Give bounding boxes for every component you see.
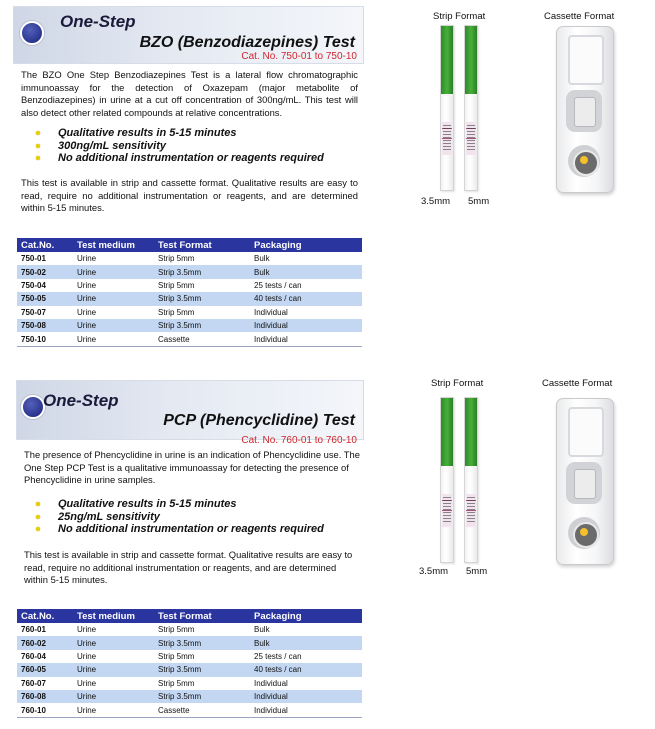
table-row — [17, 306, 362, 319]
yellow-dot-icon — [36, 515, 40, 519]
strip-size-label: 3.5mm — [421, 196, 451, 207]
cell-medium: Urine — [73, 663, 154, 676]
cell-catno: 750-01 — [17, 252, 73, 265]
feature-item: 25ng/mL sensitivity — [34, 511, 324, 524]
cell-packaging: 25 tests / can — [250, 650, 362, 663]
cell-packaging: 40 tests / can — [250, 292, 362, 305]
blue-bullet-icon — [21, 395, 45, 419]
strip-format-label: Strip Format — [431, 378, 484, 389]
yellow-dot-icon — [36, 156, 40, 160]
strip-format-label: Strip Format — [433, 11, 486, 22]
cell-packaging: Individual — [250, 306, 362, 319]
cell-catno: 750-08 — [17, 319, 73, 332]
catalog-range: Cat. No. 760-01 to 760-10 — [241, 435, 357, 446]
table-row — [17, 623, 362, 636]
availability-paragraph: This test is available in strip and cassette format. Qualitative results are easy to read, require no additional instrumentation or reagents, and are determined within 5-15 minutes. — [21, 177, 358, 213]
col-header-format: Test Format — [154, 609, 250, 623]
cell-format: Strip 3.5mm — [154, 265, 250, 278]
col-header-format: Test Format — [154, 238, 250, 252]
test-title: PCP (Phencyclidine) Test — [163, 412, 355, 429]
cell-format: Strip 3.5mm — [154, 319, 250, 332]
test-title: BZO (Benzodiazepines) Test — [139, 34, 355, 51]
feature-list — [34, 498, 324, 536]
cell-medium: Urine — [73, 677, 154, 690]
catalog-range: Cat. No. 750-01 to 750-10 — [241, 51, 357, 62]
cell-catno: 760-02 — [17, 636, 73, 649]
cell-format: Strip 5mm — [154, 252, 250, 265]
strip-size-label: 5mm — [468, 196, 490, 207]
cell-catno: 750-02 — [17, 265, 73, 278]
yellow-dot-icon — [36, 502, 40, 506]
table-row — [17, 703, 362, 717]
strip-image-3-5mm — [440, 25, 454, 191]
cell-packaging: Individual — [250, 690, 362, 703]
cell-catno: 760-07 — [17, 677, 73, 690]
cassette-image — [556, 26, 614, 193]
yellow-dot-icon — [36, 527, 40, 531]
feature-item: No additional instrumentation or reagents required — [34, 152, 324, 165]
yellow-dot-icon — [36, 144, 40, 148]
cell-format: Strip 3.5mm — [154, 292, 250, 305]
intro-paragraph: The presence of Phencyclidine in urine is an indication of Phencyclidine use. The One Step PCP Test is a qualitative immunoassay for detecting the presence of Phencyclidine in urine samples. — [24, 449, 360, 485]
table-row — [17, 265, 362, 278]
cell-format: Cassette — [154, 703, 250, 717]
yellow-dot-icon — [36, 131, 40, 135]
cell-catno: 760-04 — [17, 650, 73, 663]
cell-packaging: Individual — [250, 332, 362, 346]
col-header-packaging: Packaging — [250, 609, 362, 623]
availability-paragraph: This test is available in strip and cassette format. Qualitative results are easy to read, require no additional instrumentation or reagents, and are determined within 5-15 minutes. — [24, 549, 353, 585]
strip-image-3-5mm — [440, 397, 454, 563]
cell-medium: Urine — [73, 279, 154, 292]
cell-catno: 750-07 — [17, 306, 73, 319]
cell-medium: Urine — [73, 252, 154, 265]
col-header-medium: Test medium — [73, 238, 154, 252]
cell-medium: Urine — [73, 332, 154, 346]
feature-item: Qualitative results in 5-15 minutes — [34, 127, 324, 140]
table-row — [17, 332, 362, 346]
pcp-header — [16, 380, 364, 446]
col-header-catno: Cat.No. — [17, 609, 73, 623]
cell-catno: 760-01 — [17, 623, 73, 636]
strip-size-label: 5mm — [466, 566, 488, 577]
cassette-image — [556, 398, 614, 565]
product-table — [17, 609, 362, 718]
cell-medium: Urine — [73, 623, 154, 636]
pcp-section — [0, 372, 655, 729]
cell-format: Strip 3.5mm — [154, 690, 250, 703]
cell-packaging: Individual — [250, 703, 362, 717]
table-row — [17, 690, 362, 703]
cell-packaging: Individual — [250, 319, 362, 332]
cell-format: Strip 5mm — [154, 623, 250, 636]
cell-catno: 760-08 — [17, 690, 73, 703]
cell-medium: Urine — [73, 703, 154, 717]
col-header-catno: Cat.No. — [17, 238, 73, 252]
table-row — [17, 292, 362, 305]
cell-catno: 750-04 — [17, 279, 73, 292]
blue-bullet-icon — [20, 21, 44, 45]
cell-medium: Urine — [73, 690, 154, 703]
cell-medium: Urine — [73, 650, 154, 663]
cell-format: Strip 5mm — [154, 677, 250, 690]
strip-image-5mm — [464, 397, 478, 563]
cell-medium: Urine — [73, 319, 154, 332]
brand-label: One-Step — [43, 391, 119, 410]
feature-item: Qualitative results in 5-15 minutes — [34, 498, 324, 511]
cell-catno: 750-05 — [17, 292, 73, 305]
col-header-medium: Test medium — [73, 609, 154, 623]
table-row — [17, 636, 362, 649]
cell-catno: 750-10 — [17, 332, 73, 346]
col-header-packaging: Packaging — [250, 238, 362, 252]
cell-medium: Urine — [73, 636, 154, 649]
cell-packaging: Bulk — [250, 623, 362, 636]
feature-list — [34, 127, 324, 165]
feature-item: 300ng/mL sensitivity — [34, 140, 324, 153]
product-table — [17, 238, 362, 347]
table-row — [17, 319, 362, 332]
cell-format: Strip 5mm — [154, 279, 250, 292]
table-row — [17, 650, 362, 663]
cassette-format-label: Cassette Format — [542, 378, 613, 389]
cell-medium: Urine — [73, 306, 154, 319]
cell-medium: Urine — [73, 292, 154, 305]
cell-packaging: 40 tests / can — [250, 663, 362, 676]
strip-size-label: 3.5mm — [419, 566, 449, 577]
bzo-header — [13, 6, 364, 64]
cell-format: Strip 3.5mm — [154, 636, 250, 649]
table-row — [17, 663, 362, 676]
cell-format: Strip 3.5mm — [154, 663, 250, 676]
intro-paragraph: The BZO One Step Benzodiazepines Test is a lateral flow chromatographic immunoassay for the detection of Oxazepam (major metabolite of Benzodiazepines) in urine at a cut off concentration of 300ng/mL. This test will also detect other related compounds at relative concentrations. — [21, 69, 358, 118]
cell-format: Strip 5mm — [154, 650, 250, 663]
cell-packaging: Bulk — [250, 252, 362, 265]
cell-medium: Urine — [73, 265, 154, 278]
brand-label: One-Step — [60, 12, 136, 31]
cell-format: Cassette — [154, 332, 250, 346]
feature-item: No additional instrumentation or reagents required — [34, 523, 324, 536]
table-row — [17, 252, 362, 265]
strip-image-5mm — [464, 25, 478, 191]
table-row — [17, 677, 362, 690]
cell-packaging: Bulk — [250, 265, 362, 278]
cell-packaging: Individual — [250, 677, 362, 690]
cell-packaging: Bulk — [250, 636, 362, 649]
table-row — [17, 279, 362, 292]
cell-packaging: 25 tests / can — [250, 279, 362, 292]
cell-catno: 760-05 — [17, 663, 73, 676]
cell-catno: 760-10 — [17, 703, 73, 717]
cell-format: Strip 5mm — [154, 306, 250, 319]
cassette-format-label: Cassette Format — [544, 11, 615, 22]
